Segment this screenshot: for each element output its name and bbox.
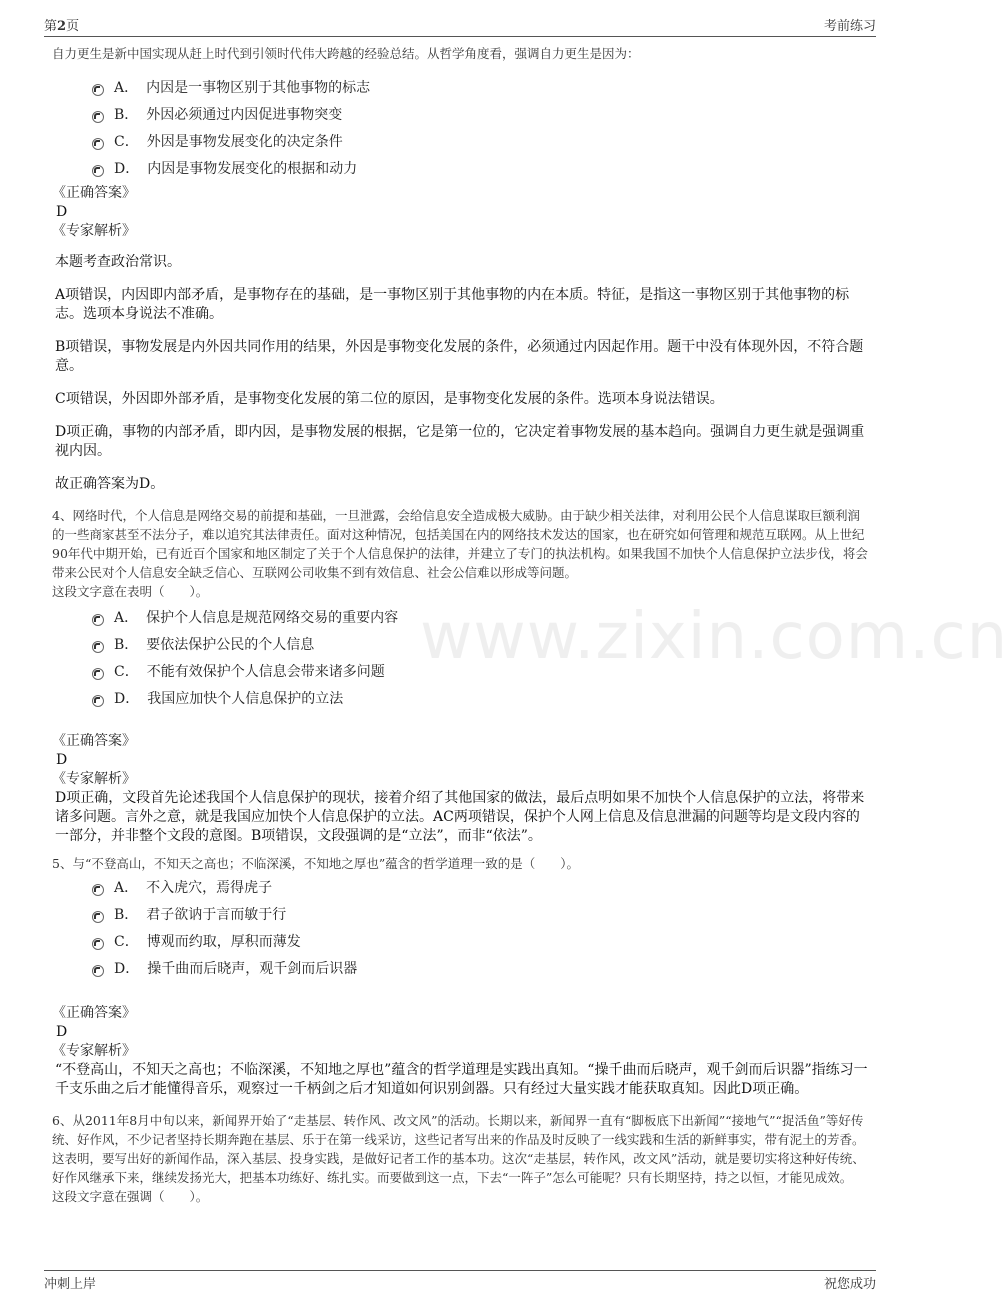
option-b[interactable]: B． 外因必须通过内因促进事物突变 xyxy=(52,100,868,127)
watermark: www.zixin.com.cn xyxy=(420,600,1008,674)
analysis-label: 《专家解析》 xyxy=(52,771,136,787)
page-header xyxy=(44,12,876,37)
answer-value: D xyxy=(56,204,68,220)
question-prompt: 这段文字意在表明（ ）。 xyxy=(52,584,209,599)
analysis-label: 《专家解析》 xyxy=(52,1043,136,1059)
footer-right-text: 祝您成功 xyxy=(823,1277,876,1292)
question-prompt: 这段文字意在强调（ ）。 xyxy=(52,1189,209,1204)
radio-icon[interactable] xyxy=(92,614,104,626)
radio-icon[interactable] xyxy=(92,641,104,653)
page-number: 第2页 xyxy=(44,19,80,34)
option-d[interactable]: D． 内因是事物发展变化的根据和动力 xyxy=(52,154,868,181)
radio-icon[interactable] xyxy=(92,165,104,177)
answer-label: 《正确答案》 xyxy=(52,1005,136,1021)
radio-icon[interactable] xyxy=(92,884,104,896)
option-list xyxy=(52,873,868,981)
answer-label: 《正确答案》 xyxy=(52,185,136,201)
radio-icon[interactable] xyxy=(92,938,104,950)
question-5 xyxy=(52,854,868,1099)
analysis-paragraph: 本题考查政治常识。 xyxy=(55,254,181,270)
footer-left-text: 冲刺上岸 xyxy=(44,1277,97,1292)
option-a[interactable]: A． 保护个人信息是规范网络交易的重要内容 xyxy=(52,603,868,630)
analysis-paragraph: “不登高山，不知天之高也；不临深溪，不知地之厚也”蕴含的哲学道理是实践出真知。“操千曲而后晓声，观千剑而后识器”指练习一千支乐曲之后才能懂得音乐，观察过一千柄剑之后才知道如何识别剑器。只有经过大量实践才能获取真知。因此D项正确。 xyxy=(55,1062,868,1097)
option-d[interactable]: D． 操千曲而后晓声，观千剑而后识器 xyxy=(52,954,868,981)
answer-value: D xyxy=(56,752,68,768)
answer-value: D xyxy=(56,1024,68,1040)
option-b[interactable]: B． 要依法保护公民的个人信息 xyxy=(52,630,868,657)
option-a[interactable]: A． 不入虎穴，焉得虎子 xyxy=(52,873,868,900)
radio-icon[interactable] xyxy=(92,911,104,923)
option-list xyxy=(52,73,868,181)
option-b[interactable]: B． 君子欲讷于言而敏于行 xyxy=(52,900,868,927)
question-stem: 自力更生是新中国实现从赶上时代到引领时代伟大跨越的经验总结。从哲学角度看，强调自力更生是因为： xyxy=(52,46,640,61)
question-stem: 6、从2011年8月中旬以来，新闻界开始了“走基层、转作风、改文风”的活动。长期以来，新闻界一直有“脚板底下出新闻”“接地气”“捉活鱼”等好传统、好作风，不少记者坚持长期奔跑在基层、乐于在第一线采访，这些记者写出来的作品及时反映了一线实践和生活的新鲜事实，带有泥土的芳香。这表明，要写出好的新闻作品，深入基层、投身实践，是做好记者工作的基本功。这次“走基层，转作风，改文风”活动，就是要切实将这种好传统、好作风继承下来，继续发扬光大，把基本功练好、练扎实。而要做到这一点，下去“一阵子”怎么可能呢？只有长期坚持，持之以恒，才能见成效。 xyxy=(52,1113,865,1185)
analysis-paragraph: C项错误，外因即外部矛盾，是事物变化发展的第二位的原因，是事物变化发展的条件。选项本身说法错误。 xyxy=(55,391,724,407)
page-content xyxy=(52,38,868,1206)
analysis-paragraph: 故正确答案为D。 xyxy=(55,476,165,492)
radio-icon[interactable] xyxy=(92,84,104,96)
radio-icon[interactable] xyxy=(92,668,104,680)
option-list xyxy=(52,603,868,711)
question-stem: 5、与“不登高山，不知天之高也；不临深溪，不知地之厚也”蕴含的哲学道理一致的是（ ）。 xyxy=(52,856,579,871)
radio-icon[interactable] xyxy=(92,111,104,123)
question-6 xyxy=(52,1111,868,1206)
question-3 xyxy=(52,44,868,494)
option-d[interactable]: D． 我国应加快个人信息保护的立法 xyxy=(52,684,868,711)
radio-icon[interactable] xyxy=(92,695,104,707)
analysis-paragraph: D项正确，文段首先论述我国个人信息保护的现状，接着介绍了其他国家的做法，最后点明如果不加快个人信息保护的立法，将带来诸多问题。言外之意，就是我国应加快个人信息保护的立法。AC两项错误，保护个人网上信息及信息泄漏的问题等均是文段内容的一部分，并非整个文段的意图。B项错误，文段强调的是“立法”，而非“依法”。 xyxy=(55,790,865,844)
header-right-text: 考前练习 xyxy=(823,19,876,34)
radio-icon[interactable] xyxy=(92,965,104,977)
option-a[interactable]: A． 内因是一事物区别于其他事物的标志 xyxy=(52,73,868,100)
analysis-paragraph: B项错误，事物发展是内外因共同作用的结果，外因是事物变化发展的条件，必须通过内因起作用。题干中没有体现外因，不符合题意。 xyxy=(55,339,864,374)
option-c[interactable]: C． 博观而约取，厚积而薄发 xyxy=(52,927,868,954)
question-stem: 4、网络时代，个人信息是网络交易的前提和基础，一旦泄露，会给信息安全造成极大威胁。由于缺少相关法律，对利用公民个人信息谋取巨额利润的一些商家甚至不法分子，难以追究其法律责任。面对这种情况，包括美国在内的网络技术发达的国家，也在研究如何管理和规范互联网。从上世纪90年代中期开始，已有近百个国家和地区制定了关于个人信息保护的法律，并建立了专门的执法机构。如果我国不加快个人信息保护立法步伐，将会带来公民对个人信息安全缺乏信心、互联网公司收集不到有效信息、社会公信难以形成等问题。 xyxy=(52,508,868,580)
analysis-paragraph: D项正确，事物的内部矛盾，即内因，是事物发展的根据，它是第一位的，它决定着事物发展的基本趋向。强调自力更生就是强调重视内因。 xyxy=(55,424,865,459)
question-4 xyxy=(52,506,868,846)
analysis-paragraph: A项错误，内因即内部矛盾，是事物存在的基础，是一事物区别于其他事物的内在本质。特征，是指这一事物区别于其他事物的标志。选项本身说法不准确。 xyxy=(55,287,850,322)
page-footer xyxy=(44,1270,876,1295)
answer-label: 《正确答案》 xyxy=(52,733,136,749)
analysis-label: 《专家解析》 xyxy=(52,223,136,239)
option-c[interactable]: C． 外因是事物发展变化的决定条件 xyxy=(52,127,868,154)
option-c[interactable]: C． 不能有效保护个人信息会带来诸多问题 xyxy=(52,657,868,684)
radio-icon[interactable] xyxy=(92,138,104,150)
